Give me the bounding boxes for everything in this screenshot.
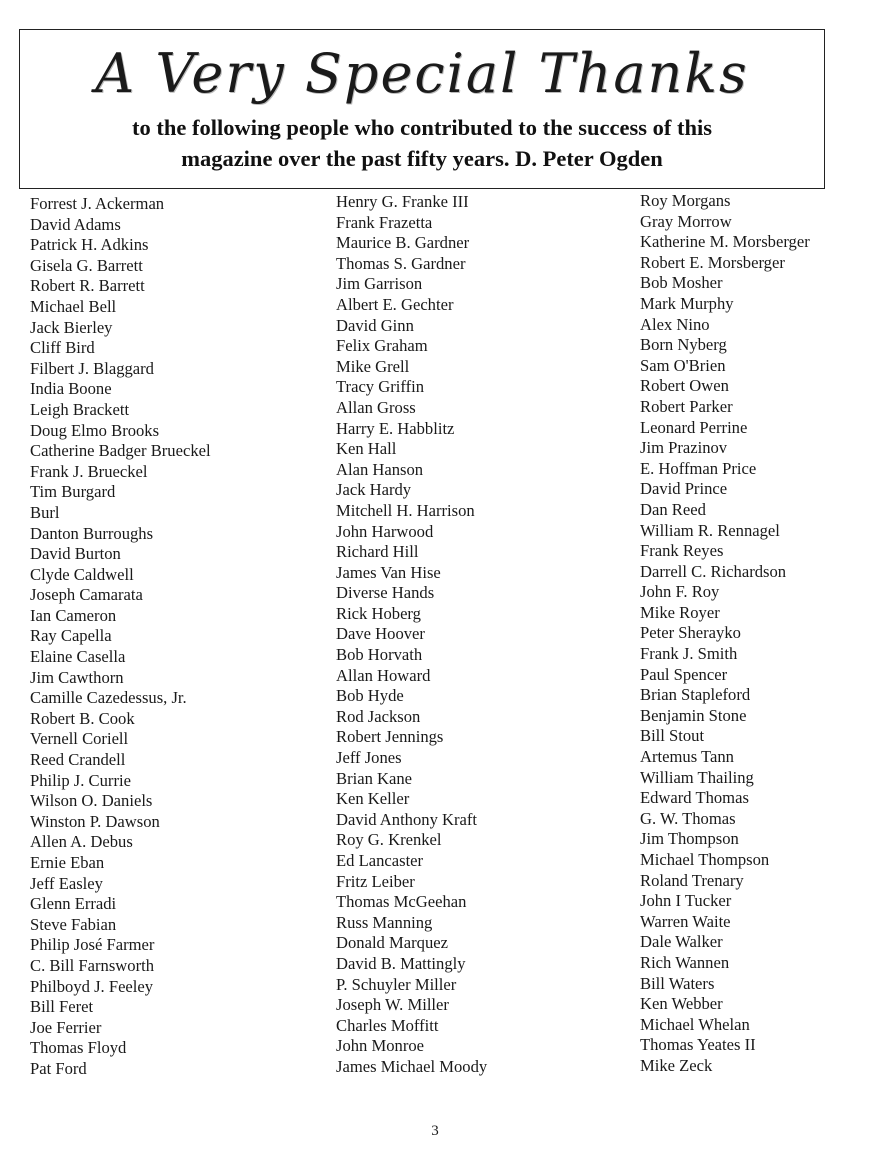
contributor-name: Robert R. Barrett [30,276,145,296]
contributor-name: Roy G. Krenkel [336,830,442,850]
contributor-name: David Ginn [336,315,414,335]
contributor-name: John I Tucker [640,891,732,911]
page-number: 3 [431,1123,439,1139]
contributor-name: Ken Keller [336,789,410,809]
contributor-name: Rick Hoberg [336,603,421,623]
contributor-name: Vernell Coriell [30,729,129,749]
contributor-name: Jack Hardy [336,480,412,500]
contributor-name: G. W. Thomas [640,808,736,828]
contributor-name: Thomas Floyd [30,1038,127,1058]
contributor-name: Catherine Badger Brueckel [30,441,211,461]
contributor-name: Mike Royer [640,602,720,622]
contributor-name: David B. Mattingly [336,953,466,973]
contributor-name: Ian Cameron [30,605,117,625]
contributor-name: Michael Thompson [640,850,770,869]
page-subtitle [20,112,824,174]
contributor-name: Artemus Tann [640,747,734,767]
contributor-name: Frank Reyes [640,541,724,561]
contributor-name: Bob Horvath [336,645,423,665]
contributor-name: Roy Morgans [640,191,731,210]
contributor-name: Bob Hyde [336,686,404,706]
contributor-name: Jack Bierley [30,317,113,337]
contributor-name: Robert Owen [640,376,729,396]
page-title: A Very Special Thanks [95,42,749,105]
contributor-name: Mike Zeck [640,1055,713,1075]
contributor-name: Elaine Casella [30,647,126,667]
contributor-name: Philip J. Currie [30,770,131,790]
contributor-name: Michael Bell [30,296,117,316]
contributor-name: Alex Nino [640,314,710,334]
contributor-name: Warren Waite [640,911,731,931]
contributor-name: P. Schuyler Miller [336,974,457,994]
contributor-name: Rich Wannen [640,952,730,972]
contributor-name: Wilson O. Daniels [30,791,153,811]
contributor-name: Michael Whelan [640,1014,750,1034]
contributor-name: Gray Morrow [640,211,732,231]
contributor-name: Allan Gross [336,397,416,417]
contributor-name: Mitchell H. Harrison [336,500,475,520]
subtitle-line-2: magazine over the past fifty years. D. Peter Ogden [181,146,663,171]
contributor-name: Bill Waters [640,973,715,993]
contributor-name: Steve Fabian [30,914,117,934]
contributor-name: Thomas Yeates II [640,1035,756,1055]
contributor-name: Robert E. Morsberger [640,252,785,272]
contributor-name: William R. Rennagel [640,520,780,540]
contributor-name: Dale Walker [640,932,723,952]
contributor-name: Jim Garrison [336,274,423,294]
contributor-name: Benjamin Stone [640,705,747,725]
contributor-name: David Anthony Kraft [336,809,478,829]
contributor-name: Bill Stout [640,726,705,746]
contributor-name: Dan Reed [640,499,706,519]
contributor-name: Pat Ford [30,1058,87,1078]
contributor-name: Patrick H. Adkins [30,235,149,255]
contributor-name: Leonard Perrine [640,417,748,437]
contributor-name: Bill Feret [30,997,94,1017]
contributor-name: Frank J. Brueckel [30,461,148,481]
contributor-name: Felix Graham [336,336,428,356]
contributor-name: Albert E. Gechter [336,294,454,314]
contributor-name: Gisela G. Barrett [30,255,143,275]
contributor-name: Brian Kane [336,768,413,788]
contributor-name: John Harwood [336,521,434,541]
contributor-name: Dave Hoover [336,624,425,644]
contributor-name: Peter Sherayko [640,623,741,643]
contributor-name: Joseph Camarata [30,585,143,605]
contributor-name: Henry G. Franke III [336,192,469,211]
contributor-name: Tim Burgard [30,482,116,502]
contributor-name: Born Nyberg [640,335,727,355]
contributor-name: Ken Webber [640,994,723,1014]
contributor-name: Filbert J. Blaggard [30,358,154,378]
contributor-name: Charles Moffitt [336,1015,439,1035]
contributor-name: Ernie Eban [30,853,105,872]
contributor-name: David Burton [30,544,121,564]
contributor-name: C. Bill Farnsworth [30,955,154,975]
names-column-3 [640,191,810,1077]
contributor-name: Robert B. Cook [30,708,135,728]
contributor-name: Roland Trenary [640,870,744,890]
contributor-name: Paul Spencer [640,664,728,684]
contributor-name: Frank Frazetta [336,212,433,232]
contributor-name: Darrell C. Richardson [640,561,787,581]
contributor-name: David Prince [640,479,728,499]
contributor-name: James Van Hise [336,562,441,582]
contributor-name: Joseph W. Miller [336,995,449,1015]
contributor-name: Forrest J. Ackerman [30,194,165,213]
header-box [19,29,825,189]
contributor-name: Brian Stapleford [640,685,751,705]
contributor-name: Philip José Farmer [30,935,155,955]
contributor-name: Robert Parker [640,396,733,416]
contributor-name: Danton Burroughs [30,523,154,543]
contributor-name: Richard Hill [336,542,419,562]
contributor-name: Jim Thompson [640,829,739,849]
contributor-name: David Adams [30,214,121,234]
contributor-name: Bob Mosher [640,273,723,293]
contributor-name: Clyde Caldwell [30,564,134,584]
contributor-name: Maurice B. Gardner [336,233,470,253]
contributor-name: Diverse Hands [336,583,435,603]
contributor-name: Robert Jennings [336,727,444,747]
contributor-name: Joe Ferrier [30,1017,102,1037]
contributor-name: Russ Manning [336,912,433,932]
contributor-name: John F. Roy [640,582,720,602]
contributor-name: Camille Cazedessus, Jr. [30,688,187,708]
contributor-name: Donald Marquez [336,933,448,953]
contributor-name: Mark Murphy [640,293,734,313]
contributor-name: Harry E. Habblitz [336,418,455,438]
contributor-name: India Boone [30,379,112,399]
contributor-name: John Monroe [336,1036,425,1056]
contributor-name: Ray Capella [30,626,112,646]
contributor-name: Tracy Griffin [336,377,425,397]
contributor-name: Thomas S. Gardner [336,253,466,273]
contributor-name: Cliff Bird [30,338,95,358]
contributor-name: William Thailing [640,767,754,787]
contributor-name: Glenn Erradi [30,894,117,914]
contributor-name: Philboyd J. Feeley [30,976,154,996]
contributor-name: Alan Hanson [336,459,424,479]
contributor-name: Burl [30,502,60,522]
contributor-name: James Michael Moody [336,1056,488,1076]
contributor-name: Edward Thomas [640,788,749,808]
contributor-name: Thomas McGeehan [336,892,467,912]
subtitle-line-1: to the following people who contributed to the success of this [132,115,712,140]
contributor-name: Sam O'Brien [640,355,726,375]
contributor-name: Frank J. Smith [640,644,738,664]
contributor-name: Jeff Easley [30,873,103,893]
contributor-name: Fritz Leiber [336,871,415,891]
contributor-name: Mike Grell [336,356,410,376]
contributor-name: Ed Lancaster [336,851,424,870]
contributor-name: Jeff Jones [336,748,402,768]
contributor-name: Reed Crandell [30,750,126,770]
names-column-2 [336,192,487,1078]
contributor-name: Ken Hall [336,439,397,459]
contributor-name: Winston P. Dawson [30,811,160,831]
contributor-name: E. Hoffman Price [640,458,757,478]
contributor-name: Jim Prazinov [640,438,728,458]
contributor-name: Katherine M. Morsberger [640,232,810,252]
contributor-name: Allen A. Debus [30,832,133,852]
contributor-name: Jim Cawthorn [30,667,124,687]
names-column-1 [30,194,211,1080]
contributor-name: Leigh Brackett [30,399,130,419]
contributor-name: Doug Elmo Brooks [30,420,160,440]
contributor-name: Rod Jackson [336,706,421,726]
contributor-name: Allan Howard [336,665,431,685]
